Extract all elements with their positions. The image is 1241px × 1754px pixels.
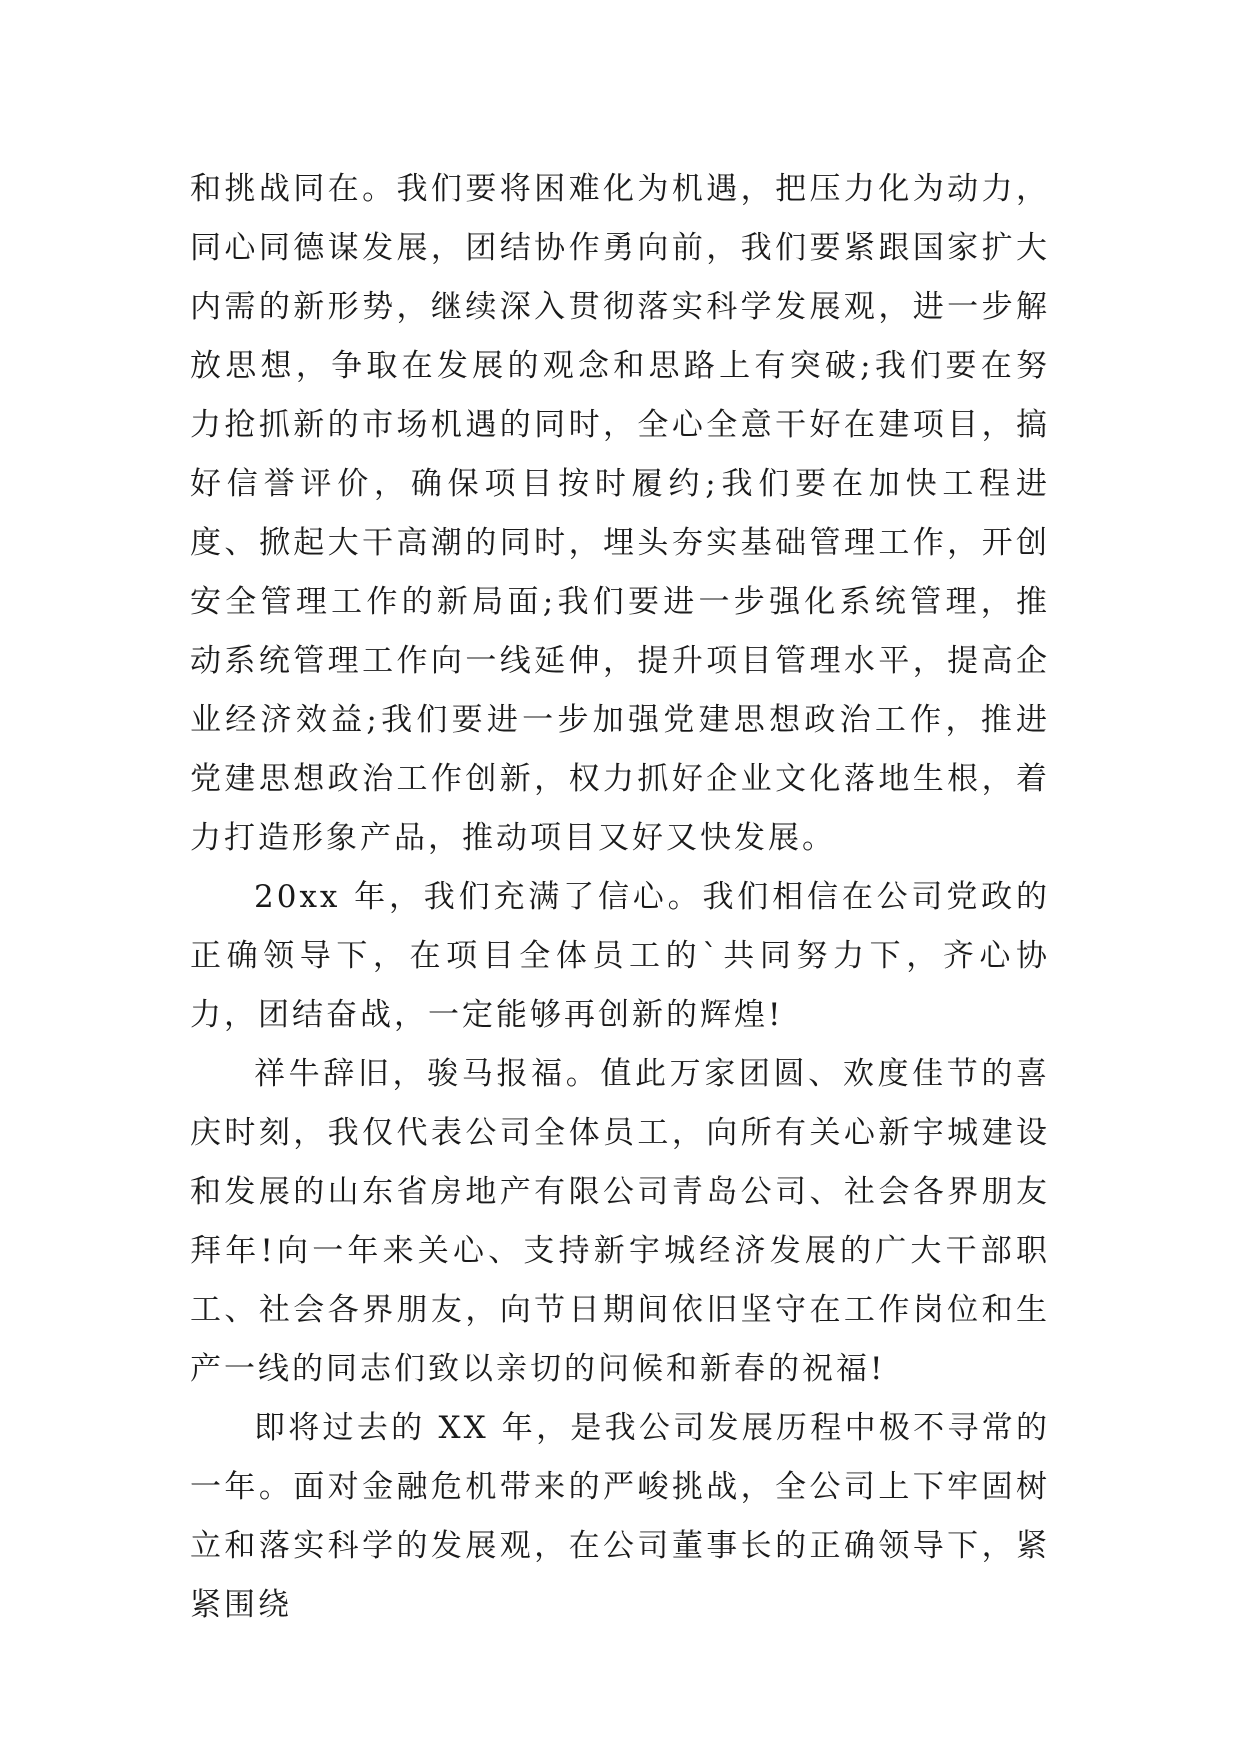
paragraph-year-review: 即将过去的 XX 年，是我公司发展历程中极不寻常的一年。面对金融危机带来的严峻挑战，全公司上下牢固树立和落实科学的发展观，在公司董事长的正确领导下，紧紧围绕: [190, 1410, 1050, 1623]
paragraph-new-year-greeting: 祥牛辞旧，骏马报福。值此万家团圆、欢度佳节的喜庆时刻，我仅代表公司全体员工，向所有关心新宇城建设和发展的山东省房地产有限公司青岛公司、社会各界朋友拜年!向一年来关心、支持新宇城经济发展的广大干部职工、社会各界朋友，向节日期间依旧坚守在工作岗位和生产一线的同志们致以亲切的问候和新春的祝福!: [190, 1056, 1050, 1387]
paragraph-continuation: 和挑战同在。我们要将困难化为机遇，把压力化为动力，同心同德谋发展，团结协作勇向前，我们要紧跟国家扩大内需的新形势，继续深入贯彻落实科学发展观，进一步解放思想，争取在发展的观念和思路上有突破;我们要在努力抢抓新的市场机遇的同时，全心全意干好在建项目，搞好信誉评价，确保项目按时履约;我们要在加快工程进度、掀起大干高潮的同时，埋头夯实基础管理工作，开创安全管理工作的新局面;我们要进一步强化系统管理，推动系统管理工作向一线延伸，提升项目管理水平，提高企业经济效益;我们要进一步加强党建思想政治工作，推进党建思想政治工作创新，权力抓好企业文化落地生根，着力打造形象产品，推动项目又好又快发展。: [190, 171, 1050, 856]
document-body: [190, 160, 1050, 1635]
paragraph-confidence: 20xx 年，我们充满了信心。我们相信在公司党政的正确领导下，在项目全体员工的`共同努力下，齐心协力，团结奋战，一定能够再创新的辉煌!: [190, 879, 1050, 1033]
